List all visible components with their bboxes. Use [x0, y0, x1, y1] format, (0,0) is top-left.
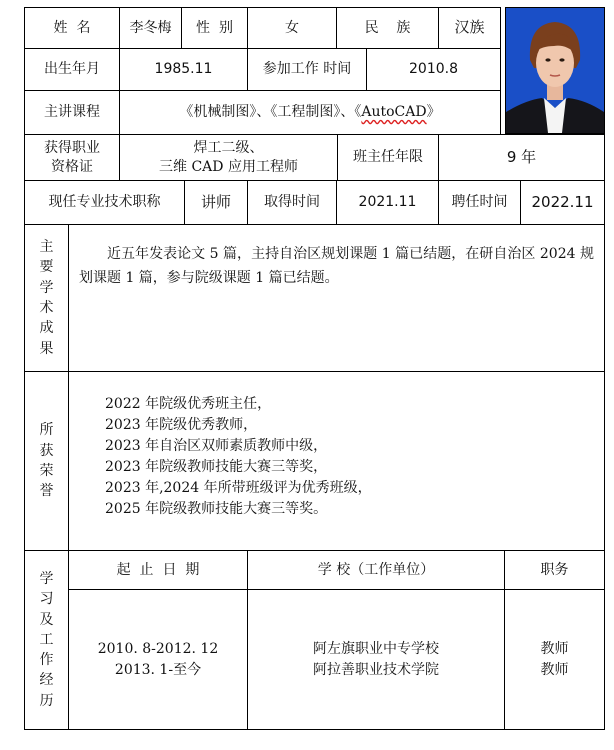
ethnic-value: 汉族 — [438, 7, 501, 49]
certificate-value: 焊工二级、 三维 CAD 应用工程师 — [119, 134, 338, 181]
appoint-time-label: 聘任时间 — [438, 180, 521, 225]
birth-value: 1985.11 — [119, 48, 248, 91]
honor-item: 2023 年自治区双师素质教师中级， — [105, 438, 328, 454]
honor-item: 2025 年院级教师技能大赛三等奖。 — [105, 501, 328, 517]
honor-item: 2023 年院级优秀教师， — [105, 417, 258, 433]
history-role-item: 教师 — [540, 640, 569, 657]
ethnic-label: 民 族 — [336, 7, 439, 49]
title-label: 现任专业技术职称 — [24, 180, 185, 225]
history-date-item: 2010. 8-2012. 12 — [97, 640, 219, 657]
history-role-item: 教师 — [540, 661, 569, 678]
gender-value: 女 — [247, 7, 337, 49]
history-date-item: 2013. 1-至今 — [114, 661, 202, 678]
head-teacher-years: 9 年 — [438, 134, 605, 181]
history-schools — [247, 589, 505, 730]
history-dates — [68, 589, 248, 730]
history-school-item: 阿左旗职业中专学校 — [313, 640, 439, 657]
birth-label: 出生年月 — [24, 48, 120, 91]
head-teacher-label: 班主任年限 — [337, 134, 439, 181]
academic-label: 主 要 学 术 成 果 — [24, 224, 69, 372]
honor-item: 2023 年,2024 年所带班级评为优秀班级， — [105, 480, 372, 496]
title-value: 讲师 — [184, 180, 248, 225]
work-start-value: 2010.8 — [366, 48, 501, 91]
portrait-image — [506, 8, 604, 133]
course-value: 《机械制图》、《工程制图》、《 AutoCAD 》 — [119, 90, 501, 135]
history-col-school: 学 校（工作单位） — [247, 550, 505, 590]
gender-label: 性 别 — [181, 7, 248, 49]
obtain-time-label: 取得时间 — [247, 180, 337, 225]
honor-item: 2023 年院级教师技能大赛三等奖， — [105, 459, 328, 475]
history-col-role: 职务 — [504, 550, 605, 590]
name-value: 李冬梅 — [119, 7, 182, 49]
history-label: 学 习 及 工 作 经 历 — [24, 550, 69, 730]
honor-item: 2022 年院级优秀班主任， — [105, 396, 272, 412]
appoint-time-value: 2022.11 — [520, 180, 605, 225]
honors-label: 所 获 荣 誉 — [24, 371, 69, 551]
history-col-dates: 起 止 日 期 — [68, 550, 248, 590]
honors-list — [68, 371, 605, 551]
history-school-item: 阿拉善职业技术学院 — [313, 661, 439, 678]
course-label: 主讲课程 — [24, 90, 120, 135]
id-photo — [505, 7, 605, 134]
academic-text: 近五年发表论文 5 篇，主持自治区规划课题 1 篇已结题，在研自治区 2024 规划课题 1 篇，参与院级课题 1 篇已结题。 — [68, 224, 605, 372]
history-roles — [504, 589, 605, 730]
name-label: 姓 名 — [24, 7, 120, 49]
obtain-time-value: 2021.11 — [336, 180, 439, 225]
certificate-label: 获得职业 资格证 — [24, 134, 120, 181]
work-start-label: 参加工作 时间 — [247, 48, 367, 91]
